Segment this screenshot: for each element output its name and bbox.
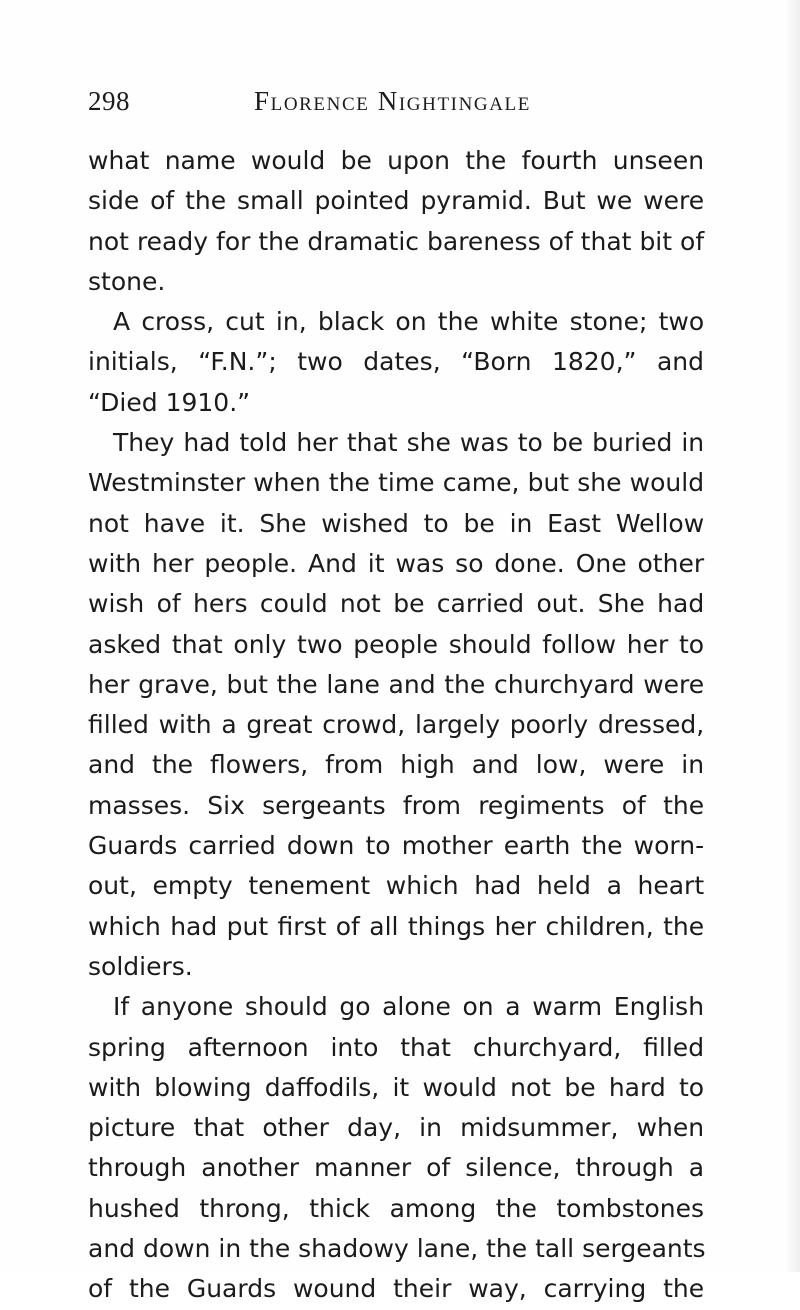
text-line: Westminster when the time came, but she would	[88, 468, 705, 498]
page-edge-shadow	[786, 0, 800, 1272]
text-line: Guards carried down to mother earth the worn-	[88, 831, 705, 861]
text-line: wish of hers could not be carried out. She had	[88, 589, 705, 619]
text-line: and the flowers, from high and low, were in	[88, 750, 705, 780]
page-number: 298	[88, 86, 130, 116]
text-line: “Died 1910.”	[88, 387, 251, 417]
text-line: hushed throng, thick among the tombstones	[88, 1193, 705, 1223]
text-line: with her people. And it was so done. One other	[88, 548, 705, 578]
text-line: stone.	[88, 266, 166, 296]
text-line: of the Guards wound their way, carrying the	[88, 1274, 705, 1304]
paragraph	[88, 141, 704, 302]
text-line: If anyone should go alone on a warm English	[113, 992, 705, 1022]
text-line: and down in the shadowy lane, the tall sergeants	[88, 1234, 706, 1264]
text-line: soldiers.	[88, 951, 193, 981]
text-line: initials, “F.N.”; two dates, “Born 1820,” and	[88, 347, 705, 377]
text-line: masses. Six sergeants from regiments of the	[88, 790, 705, 820]
text-line: her grave, but the lane and the churchyard were	[88, 669, 705, 699]
text-line: picture that other day, in midsummer, when	[88, 1113, 705, 1143]
body-text	[88, 141, 704, 1310]
text-line: with blowing daffodils, it would not be hard to	[88, 1072, 705, 1102]
text-line: filled with a great crowd, largely poorly dressed,	[88, 710, 705, 740]
text-line: spring afternoon into that churchyard, filled	[88, 1032, 705, 1062]
paragraph	[88, 987, 704, 1309]
text-line: through another manner of silence, through a	[88, 1153, 705, 1183]
text-line: what name would be upon the fourth unseen	[88, 146, 705, 175]
text-line: A cross, cut in, black on the white stone; two	[113, 307, 705, 337]
text-line: not have it. She wished to be in East Wellow	[88, 508, 705, 538]
text-line: They had told her that she was to be buried in	[113, 428, 705, 458]
paragraph	[88, 423, 704, 987]
running-head	[88, 86, 708, 126]
text-line: asked that only two people should follow her to	[88, 629, 705, 659]
text-line: side of the small pointed pyramid. But we were	[88, 186, 705, 216]
paragraph	[88, 302, 704, 423]
text-line: out, empty tenement which had held a heart	[88, 871, 705, 901]
running-title: Florence Nightingale	[254, 86, 531, 116]
text-line: which had put first of all things her children, the	[88, 911, 705, 941]
text-line: not ready for the dramatic bareness of that bit of	[88, 226, 705, 256]
